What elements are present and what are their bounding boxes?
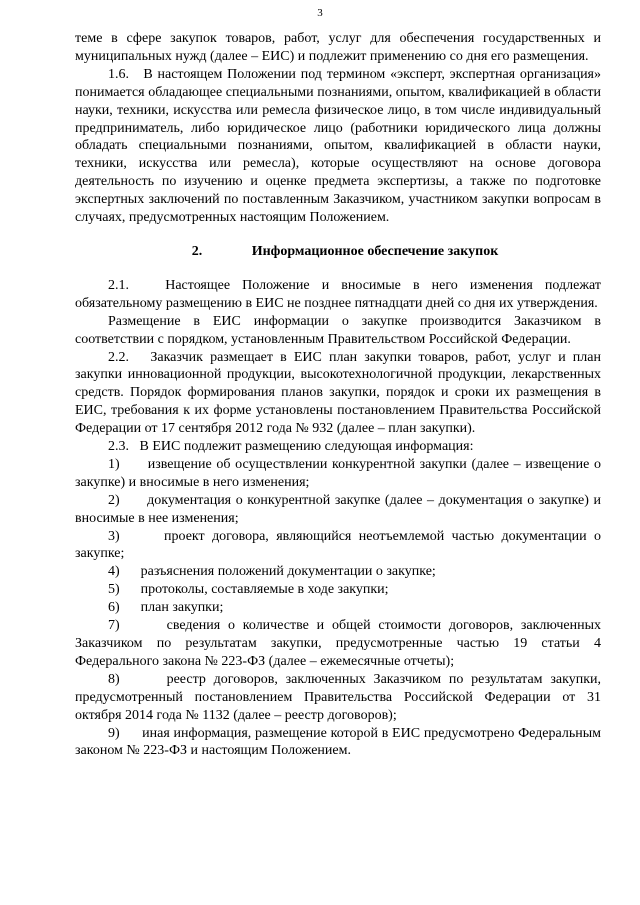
list-item: 9) иная информация, размещение которой в ЕИС предусмотрено Федеральным законом № 223-ФЗ и настоящим Положением.: [75, 725, 601, 759]
paragraph-2-2: 2.2. Заказчик размещает в ЕИС план закупки товаров, работ, услуг и план закупки инновационной продукции, высокотехнологичной продукции, лекарственных средств. Порядок формирования планов закупки, порядок и сроки их размещения в ЕИС, требования к их форме установлены постановлением Правительства Российской Федерации от 17 сентября 2012 года № 932 (далее – план закупки).: [75, 349, 601, 437]
paragraph-continuation: теме в сфере закупок товаров, работ, услуг для обеспечения государственных и муниципальных нужд (далее – ЕИС) и подлежит применению со дня его размещения.: [75, 31, 601, 64]
paragraph-1-6: 1.6. В настоящем Положении под термином «эксперт, экспертная организация» понимается обладающее специальными познаниями, опытом, квалификацией в области науки, техники, искусства или ремесла физическое лицо, в том числе индивидуальный предприниматель, либо юридическое лицо (работники юридического лица должны обладать специальными познаниями, опытом, квалификацией в области науки, техники, искусства или ремесла), которые осуществляют на основе договора деятельность по изучению и оценке предмета экспертизы, а также по подготовке экспертных заключений по поставленным Заказчиком, участником закупки вопросам в случаях, предусмотренных настоящим Положением.: [75, 66, 601, 226]
section-number: 2.: [191, 243, 203, 259]
page-number: 3: [317, 7, 323, 19]
list-item: 1) извещение об осуществлении конкурентной закупки (далее – извещение о закупке) и вносимые в него изменения;: [75, 456, 601, 490]
section-title: Информационное обеспечение закупок: [251, 243, 499, 259]
section-heading: [75, 243, 601, 261]
paragraph-2-3: 2.3. В ЕИС подлежит размещению следующая информация:: [108, 439, 474, 455]
paragraph-2-1: 2.1. Настоящее Положение и вносимые в него изменения подлежат обязательному размещению в ЕИС не позднее пятнадцати дней со дня их утверждения.: [75, 277, 601, 311]
list-item: 8) реестр договоров, заключенных Заказчиком по результатам закупки, предусмотренный постановлением Правительства Российской Федерации от 31 октября 2014 года № 1132 (далее – реестр договоров);: [75, 671, 601, 723]
document-body: [75, 30, 601, 760]
list-item: 4) разъяснения положений документации о закупке;: [108, 564, 436, 580]
list-item: 3) проект договора, являющийся неотъемлемой частью документации о закупке;: [75, 528, 601, 562]
paragraph-placement: Размещение в ЕИС информации о закупке производится Заказчиком в соответствии с порядком, установленным Правительством Российской Федерации.: [75, 313, 601, 347]
list-item: 2) документация о конкурентной закупке (далее – документация о закупке) и вносимые в нее изменения;: [75, 492, 601, 526]
list-item: 5) протоколы, составляемые в ходе закупки;: [108, 582, 389, 598]
list-item: 6) план закупки;: [108, 600, 224, 616]
list-item: 7) сведения о количестве и общей стоимости договоров, заключенных Заказчиком по результатам закупки, предусмотренные частью 19 статьи 4 Федерального закона № 223-ФЗ (далее – ежемесячные отчеты);: [75, 618, 601, 669]
